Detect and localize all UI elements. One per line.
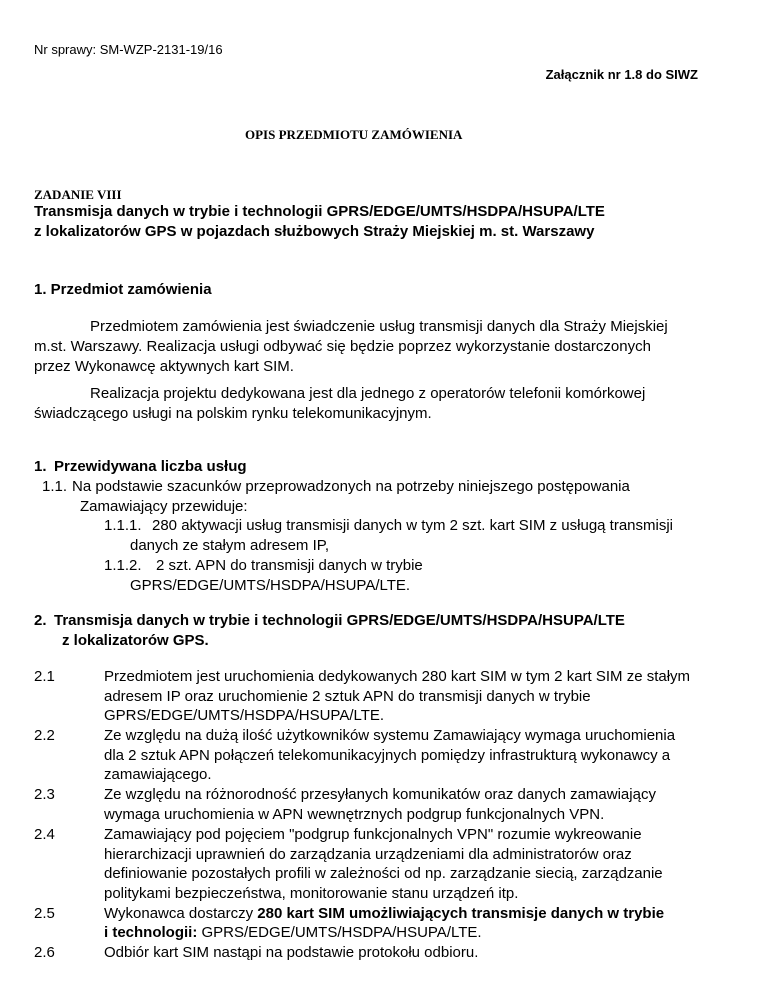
item-2-1-num: 2.1 — [34, 668, 55, 685]
section2-heading-line2: z lokalizatorów GPS. — [62, 632, 209, 649]
item-2-6-line1: Odbiór kart SIM nastąpi na podstawie protokołu odbioru. — [104, 944, 479, 961]
item-2-5-text-a: Wykonawca dostarczy — [104, 905, 258, 922]
task-title-line2: z lokalizatorów GPS w pojazdach służbowych Straży Miejskiej m. st. Warszawy — [34, 223, 595, 240]
task-label: ZADANIE VIII — [34, 187, 122, 202]
item-2-1-line1: Przedmiotem jest uruchomienia dedykowanych 280 kart SIM w tym 2 kart SIM ze stałym — [104, 668, 691, 685]
item-2-1-line3: GPRS/EDGE/UMTS/HSDPA/HSUPA/LTE. — [104, 707, 385, 724]
item-2-5-text-d: GPRS/EDGE/UMTS/HSDPA/HSUPA/LTE. — [197, 924, 482, 941]
services-item1-num: 1.1.1. — [104, 517, 142, 534]
services-sub-line2: Zamawiający przewiduje: — [80, 498, 248, 515]
item-2-5-line1 — [104, 905, 701, 922]
section2-num: 2. — [34, 612, 47, 629]
services-item1-line1: 280 aktywacji usług transmisji danych w tym 2 szt. kart SIM z usługą transmisji — [152, 517, 674, 534]
item-2-6-num: 2.6 — [34, 944, 55, 961]
case-number: Nr sprawy: SM-WZP-2131-19/16 — [34, 42, 223, 57]
item-2-3-line1: Ze względu na różnorodność przesyłanych komunikatów oraz danych zamawiający — [104, 786, 656, 803]
section1-para2-line2: świadczącego usługi na polskim rynku telekomunikacyjnym. — [34, 405, 432, 422]
item-2-2-line2: dla 2 sztuk APN połączeń telekomunikacyjnych pomiędzy infrastrukturą wykonawcy a — [104, 747, 671, 764]
services-item2-line1: 2 szt. APN do transmisji danych w trybie — [156, 557, 423, 574]
item-2-5-text-b: 280 kart SIM umożliwiających transmisje danych w trybie — [257, 905, 665, 922]
section2-heading-line1: Transmisja danych w trybie i technologii GPRS/EDGE/UMTS/HSDPA/HSUPA/LTE — [54, 612, 625, 629]
item-2-5-line2 — [104, 924, 482, 941]
item-2-4-line2: hierarchizacji uprawnień do zarządzania urządzeniami dla administratorów oraz — [104, 846, 632, 863]
section1-para1-line2: m.st. Warszawy. Realizacja usługi odbywać się będzie poprzez wykorzystanie dostarczonych — [34, 338, 651, 355]
section1-para2-line1: Realizacja projektu dedykowana jest dla jednego z operatorów telefonii komórkowej — [90, 385, 646, 402]
task-title-line1: Transmisja danych w trybie i technologii GPRS/EDGE/UMTS/HSDPA/HSUPA/LTE — [34, 203, 605, 220]
services-heading: Przewidywana liczba usług — [54, 458, 247, 475]
item-2-3-line2: wymaga uruchomienia w APN wewnętrznych podgrup funkcjonalnych VPN. — [104, 806, 605, 823]
services-num: 1. — [34, 458, 47, 475]
section1-para1-line1: Przedmiotem zamówienia jest świadczenie usług transmisji danych dla Straży Miejskiej — [90, 318, 668, 335]
item-2-5-num: 2.5 — [34, 905, 55, 922]
section1-heading: 1. Przedmiot zamówienia — [34, 281, 212, 298]
item-2-4-line4: politykami bezpieczeństwa, monitorowanie stanu urządzeń itp. — [104, 885, 519, 902]
item-2-2-num: 2.2 — [34, 727, 55, 744]
page-title: OPIS PRZEDMIOTU ZAMÓWIENIA — [245, 127, 463, 142]
item-2-2-line3: zamawiającego. — [104, 766, 212, 783]
item-2-5-text-c: i technologii: — [104, 924, 198, 941]
item-2-3-num: 2.3 — [34, 786, 55, 803]
services-item1-line2: danych ze stałym adresem IP, — [130, 537, 329, 554]
services-sub-line1: Na podstawie szacunków przeprowadzonych na potrzeby niniejszego postępowania — [72, 478, 630, 495]
item-2-4-line3: definiowanie pozostałych profili w zależności od np. zarządzanie siecią, zarządzanie — [104, 865, 663, 882]
services-item2-line2: GPRS/EDGE/UMTS/HSDPA/HSUPA/LTE. — [130, 577, 411, 594]
section1-para1-line3: przez Wykonawcę aktywnych kart SIM. — [34, 358, 294, 375]
services-sub-num: 1.1. — [42, 478, 68, 495]
item-2-1-line2: adresem IP oraz uruchomienie 2 sztuk APN do transmisji danych w trybie — [104, 688, 591, 705]
item-2-4-line1: Zamawiający pod pojęciem "podgrup funkcjonalnych VPN" rozumie wykreowanie — [104, 826, 642, 843]
attachment-label: Załącznik nr 1.8 do SIWZ — [545, 67, 698, 82]
item-2-4-num: 2.4 — [34, 826, 55, 843]
item-2-2-line1: Ze względu na dużą ilość użytkowników systemu Zamawiający wymaga uruchomienia — [104, 727, 676, 744]
services-item2-num: 1.1.2. — [104, 557, 142, 574]
